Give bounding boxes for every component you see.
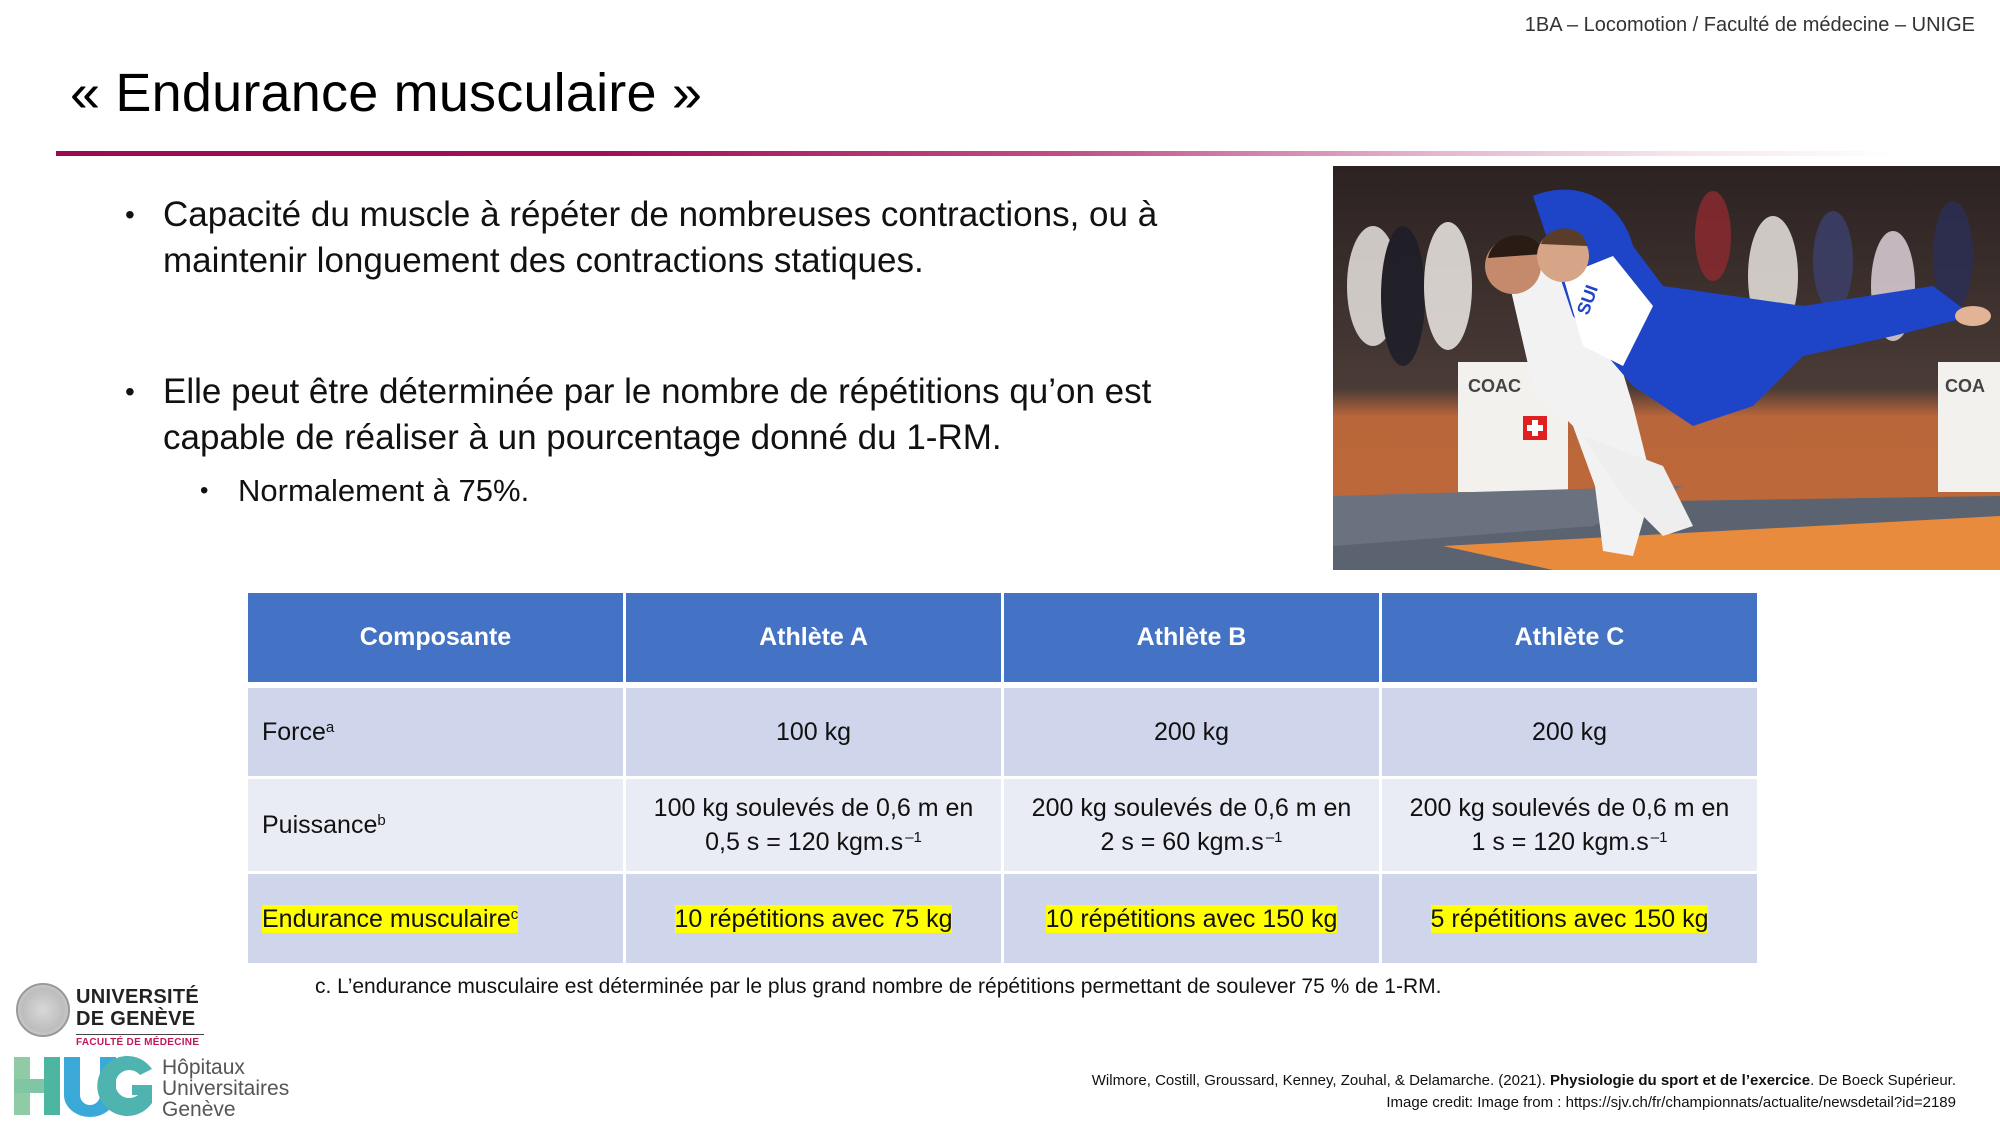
bullet-2-line-1: Elle peut être déterminée par le nombre de répétitions qu’on est	[163, 372, 1152, 411]
table-header-row	[248, 593, 1757, 682]
row-label-endurance: Endurance musculaire$^c$	[248, 874, 623, 966]
column-header-athlete-b: Athlète B	[1004, 593, 1379, 682]
unige-name-line-1: UNIVERSITÉ	[76, 986, 200, 1008]
column-header-composante: Composante	[248, 593, 623, 682]
cell-endurance-athlete-c: 5 répétitions avec 150 kg	[1382, 874, 1757, 966]
cell-puissance-athlete-a: 100 kg soulevés de 0,6 m en 0,5 s = 120 kgm.s $^{-1}$	[626, 779, 1001, 874]
sub-bullet-1	[200, 471, 530, 511]
unige-seal-icon	[16, 983, 70, 1037]
title-divider	[56, 151, 1896, 156]
course-header: 1BA – Locomotion / Faculté de médecine – UNIGE	[1524, 14, 1975, 36]
column-header-athlete-c: Athlète C	[1382, 593, 1757, 682]
bullet-dot-icon: •	[125, 199, 135, 230]
svg-text:SUI: SUI	[1572, 282, 1603, 318]
hug-mark-icon	[14, 1055, 154, 1117]
unige-divider	[76, 1034, 204, 1035]
cell-endurance-athlete-a: 10 répétitions avec 75 kg	[626, 874, 1001, 966]
sub-bullet-text: Normalement à 75%.	[238, 473, 530, 508]
svg-text:COAC: COAC	[1468, 376, 1521, 396]
row-label-force: Force$^a$	[248, 688, 623, 779]
citation	[1092, 1070, 1956, 1114]
table-row-puissance	[248, 779, 1757, 874]
image-credit: Image credit: Image from : https://sjv.ch/fr/championnats/actualite/newsdetail?id=2189	[1386, 1094, 1956, 1111]
cell-endurance-athlete-b: 10 répétitions avec 150 kg	[1004, 874, 1379, 966]
cell-force-athlete-c: 200 kg	[1382, 688, 1757, 779]
cell-puissance-athlete-b: 200 kg soulevés de 0,6 m en 2 s = 60 kgm.s $^{-1}$	[1004, 779, 1379, 874]
row-label-puissance: Puissance$^b$	[248, 779, 623, 874]
hug-logo	[14, 1055, 294, 1120]
column-header-athlete-a: Athlète A	[626, 593, 1001, 682]
bullet-1-line-2: maintenir longuement des contractions statiques.	[163, 241, 924, 280]
hug-name-line-3: Genève	[162, 1098, 236, 1121]
bullet-2	[125, 369, 1152, 461]
svg-text:COA: COA	[1945, 376, 1985, 396]
judo-photo	[1333, 166, 2000, 570]
bullet-1	[125, 192, 1158, 284]
slide-title: « Endurance musculaire »	[70, 63, 703, 123]
sub-bullet-dot-icon: •	[200, 477, 209, 504]
bullet-dot-icon: •	[125, 376, 135, 407]
cell-force-athlete-a: 100 kg	[626, 688, 1001, 779]
cell-force-athlete-b: 200 kg	[1004, 688, 1379, 779]
hug-name-line-2: Universitaires	[162, 1077, 290, 1100]
citation-reference: Wilmore, Costill, Groussard, Kenney, Zouhal, & Delamarche. (2021). Physiologie du sport et de l’exercice. De Boeck Supérieur.	[1091, 1072, 1956, 1089]
hug-name-line-1: Hôpitaux	[162, 1056, 245, 1079]
comparison-table	[245, 593, 1760, 966]
table-row-force	[248, 688, 1757, 779]
cell-puissance-athlete-c: 200 kg soulevés de 0,6 m en 1 s = 120 kgm.s $^{-1}$	[1382, 779, 1757, 874]
unige-name-line-2: DE GENÈVE	[76, 1008, 196, 1030]
bullet-1-line-1: Capacité du muscle à répéter de nombreuses contractions, ou à	[163, 195, 1158, 234]
bullet-2-line-2: capable de réaliser à un pourcentage donné du 1-RM.	[163, 418, 1002, 457]
unige-faculty: FACULTÉ DE MÉDECINE	[76, 1037, 200, 1048]
table-footnote: c. L’endurance musculaire est déterminée par le plus grand nombre de répétitions permettant de soulever 75 % de 1-RM.	[315, 975, 1442, 998]
table-row-endurance	[248, 874, 1757, 966]
